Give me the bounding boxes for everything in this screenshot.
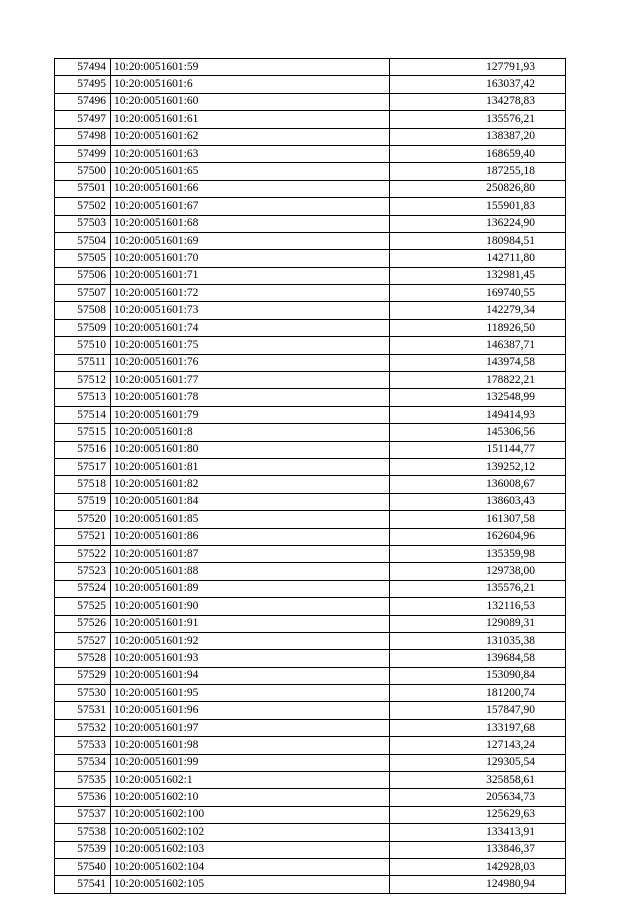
row-number-cell: 57538	[55, 824, 111, 841]
cadastral-value-cell: 169740,55	[390, 285, 566, 302]
table-row	[55, 354, 566, 371]
cadastral-value-cell: 136008,67	[390, 476, 566, 493]
cadastral-value-cell: 142928,03	[390, 858, 566, 875]
cadastral-value-cell: 187255,18	[390, 163, 566, 180]
table-row	[55, 215, 566, 232]
table-row	[55, 180, 566, 197]
cadastral-value-cell: 133197,68	[390, 719, 566, 736]
table-body	[55, 59, 566, 894]
row-number-cell: 57524	[55, 580, 111, 597]
table-row	[55, 824, 566, 841]
cadastral-number-cell: 10:20:0051601:93	[111, 650, 390, 667]
table-row	[55, 163, 566, 180]
cadastral-value-cell: 129089,31	[390, 615, 566, 632]
cadastral-value-cell: 135576,21	[390, 580, 566, 597]
cadastral-number-cell: 10:20:0051601:92	[111, 632, 390, 649]
cadastral-number-cell: 10:20:0051601:88	[111, 563, 390, 580]
cadastral-value-cell: 161307,58	[390, 511, 566, 528]
row-number-cell: 57521	[55, 528, 111, 545]
cadastral-value-cell: 127791,93	[390, 59, 566, 76]
table-row	[55, 493, 566, 510]
row-number-cell: 57530	[55, 685, 111, 702]
cadastral-value-cell: 139252,12	[390, 458, 566, 475]
table-row	[55, 441, 566, 458]
cadastral-value-cell: 132548,99	[390, 389, 566, 406]
row-number-cell: 57513	[55, 389, 111, 406]
table-row	[55, 615, 566, 632]
table-row	[55, 789, 566, 806]
cadastral-value-cell: 143974,58	[390, 354, 566, 371]
row-number-cell: 57510	[55, 337, 111, 354]
table-row	[55, 111, 566, 128]
cadastral-number-cell: 10:20:0051601:73	[111, 302, 390, 319]
table-row	[55, 667, 566, 684]
row-number-cell: 57532	[55, 719, 111, 736]
row-number-cell: 57501	[55, 180, 111, 197]
cadastral-number-cell: 10:20:0051601:94	[111, 667, 390, 684]
cadastral-value-cell: 145306,56	[390, 424, 566, 441]
table-row	[55, 145, 566, 162]
cadastral-value-cell: 131035,38	[390, 632, 566, 649]
cadastral-number-cell: 10:20:0051601:61	[111, 111, 390, 128]
row-number-cell: 57518	[55, 476, 111, 493]
cadastral-number-cell: 10:20:0051601:72	[111, 285, 390, 302]
cadastral-value-cell: 157847,90	[390, 702, 566, 719]
table-row	[55, 545, 566, 562]
row-number-cell: 57504	[55, 232, 111, 249]
row-number-cell: 57506	[55, 267, 111, 284]
cadastral-number-cell: 10:20:0051601:68	[111, 215, 390, 232]
table-row	[55, 632, 566, 649]
cadastral-number-cell: 10:20:0051601:69	[111, 232, 390, 249]
cadastral-value-cell: 124980,94	[390, 876, 566, 893]
row-number-cell: 57494	[55, 59, 111, 76]
cadastral-value-cell: 149414,93	[390, 406, 566, 423]
table-row	[55, 76, 566, 93]
row-number-cell: 57495	[55, 76, 111, 93]
cadastral-value-cell: 250826,80	[390, 180, 566, 197]
table-row	[55, 319, 566, 336]
row-number-cell: 57533	[55, 737, 111, 754]
table-row	[55, 719, 566, 736]
cadastral-value-cell: 138603,43	[390, 493, 566, 510]
table-row	[55, 476, 566, 493]
cadastral-value-cell: 132116,53	[390, 598, 566, 615]
cadastral-number-cell: 10:20:0051602:103	[111, 841, 390, 858]
cadastral-number-cell: 10:20:0051601:65	[111, 163, 390, 180]
cadastral-number-cell: 10:20:0051601:6	[111, 76, 390, 93]
cadastral-number-cell: 10:20:0051601:66	[111, 180, 390, 197]
table-row	[55, 59, 566, 76]
cadastral-number-cell: 10:20:0051601:91	[111, 615, 390, 632]
table-row	[55, 285, 566, 302]
cadastral-number-cell: 10:20:0051601:90	[111, 598, 390, 615]
cadastral-value-cell: 134278,83	[390, 93, 566, 110]
table-row	[55, 876, 566, 893]
document-page	[54, 58, 566, 894]
cadastral-value-cell: 162604,96	[390, 528, 566, 545]
table-row	[55, 302, 566, 319]
table-row	[55, 250, 566, 267]
cadastral-number-cell: 10:20:0051601:67	[111, 198, 390, 215]
row-number-cell: 57523	[55, 563, 111, 580]
table-row	[55, 806, 566, 823]
cadastral-number-cell: 10:20:0051601:8	[111, 424, 390, 441]
cadastral-number-cell: 10:20:0051602:100	[111, 806, 390, 823]
cadastral-value-cell: 151144,77	[390, 441, 566, 458]
table-row	[55, 598, 566, 615]
cadastral-value-cell: 142279,34	[390, 302, 566, 319]
row-number-cell: 57528	[55, 650, 111, 667]
cadastral-number-cell: 10:20:0051601:74	[111, 319, 390, 336]
row-number-cell: 57529	[55, 667, 111, 684]
cadastral-value-cell: 125629,63	[390, 806, 566, 823]
cadastral-number-cell: 10:20:0051602:104	[111, 858, 390, 875]
cadastral-number-cell: 10:20:0051601:77	[111, 372, 390, 389]
cadastral-value-cell: 178822,21	[390, 372, 566, 389]
cadastral-number-cell: 10:20:0051602:102	[111, 824, 390, 841]
row-number-cell: 57507	[55, 285, 111, 302]
cadastral-number-cell: 10:20:0051601:80	[111, 441, 390, 458]
cadastral-value-cell: 153090,84	[390, 667, 566, 684]
table-row	[55, 650, 566, 667]
row-number-cell: 57511	[55, 354, 111, 371]
table-row	[55, 737, 566, 754]
table-row	[55, 563, 566, 580]
table-row	[55, 511, 566, 528]
cadastral-number-cell: 10:20:0051601:96	[111, 702, 390, 719]
cadastral-value-cell: 163037,42	[390, 76, 566, 93]
table-row	[55, 406, 566, 423]
row-number-cell: 57514	[55, 406, 111, 423]
cadastral-number-cell: 10:20:0051601:60	[111, 93, 390, 110]
row-number-cell: 57535	[55, 772, 111, 789]
cadastral-number-cell: 10:20:0051601:87	[111, 545, 390, 562]
row-number-cell: 57541	[55, 876, 111, 893]
row-number-cell: 57537	[55, 806, 111, 823]
row-number-cell: 57531	[55, 702, 111, 719]
row-number-cell: 57508	[55, 302, 111, 319]
table-row	[55, 337, 566, 354]
cadastral-number-cell: 10:20:0051601:75	[111, 337, 390, 354]
cadastral-number-cell: 10:20:0051601:98	[111, 737, 390, 754]
cadastral-number-cell: 10:20:0051601:71	[111, 267, 390, 284]
row-number-cell: 57525	[55, 598, 111, 615]
row-number-cell: 57540	[55, 858, 111, 875]
row-number-cell: 57497	[55, 111, 111, 128]
cadastral-number-cell: 10:20:0051601:95	[111, 685, 390, 702]
cadastral-number-cell: 10:20:0051602:1	[111, 772, 390, 789]
row-number-cell: 57500	[55, 163, 111, 180]
cadastral-number-cell: 10:20:0051601:86	[111, 528, 390, 545]
cadastral-value-cell: 181200,74	[390, 685, 566, 702]
table-row	[55, 685, 566, 702]
row-number-cell: 57515	[55, 424, 111, 441]
cadastral-number-cell: 10:20:0051601:82	[111, 476, 390, 493]
cadastral-value-cell: 133846,37	[390, 841, 566, 858]
cadastral-number-cell: 10:20:0051601:81	[111, 458, 390, 475]
row-number-cell: 57539	[55, 841, 111, 858]
row-number-cell: 57509	[55, 319, 111, 336]
table-row	[55, 772, 566, 789]
table-row	[55, 858, 566, 875]
cadastral-value-cell: 135359,98	[390, 545, 566, 562]
cadastral-value-table	[54, 58, 566, 894]
row-number-cell: 57526	[55, 615, 111, 632]
cadastral-number-cell: 10:20:0051602:105	[111, 876, 390, 893]
cadastral-value-cell: 127143,24	[390, 737, 566, 754]
row-number-cell: 57516	[55, 441, 111, 458]
table-row	[55, 93, 566, 110]
cadastral-number-cell: 10:20:0051601:79	[111, 406, 390, 423]
cadastral-number-cell: 10:20:0051602:10	[111, 789, 390, 806]
cadastral-value-cell: 146387,71	[390, 337, 566, 354]
cadastral-value-cell: 205634,73	[390, 789, 566, 806]
table-row	[55, 458, 566, 475]
table-row	[55, 198, 566, 215]
cadastral-number-cell: 10:20:0051601:84	[111, 493, 390, 510]
row-number-cell: 57520	[55, 511, 111, 528]
cadastral-value-cell: 133413,91	[390, 824, 566, 841]
cadastral-number-cell: 10:20:0051601:99	[111, 754, 390, 771]
cadastral-value-cell: 135576,21	[390, 111, 566, 128]
table-row	[55, 372, 566, 389]
table-row	[55, 580, 566, 597]
cadastral-number-cell: 10:20:0051601:59	[111, 59, 390, 76]
table-row	[55, 528, 566, 545]
row-number-cell: 57512	[55, 372, 111, 389]
row-number-cell: 57503	[55, 215, 111, 232]
cadastral-value-cell: 132981,45	[390, 267, 566, 284]
row-number-cell: 57536	[55, 789, 111, 806]
cadastral-value-cell: 129738,00	[390, 563, 566, 580]
cadastral-value-cell: 118926,50	[390, 319, 566, 336]
cadastral-value-cell: 168659,40	[390, 145, 566, 162]
row-number-cell: 57505	[55, 250, 111, 267]
row-number-cell: 57527	[55, 632, 111, 649]
cadastral-number-cell: 10:20:0051601:78	[111, 389, 390, 406]
cadastral-number-cell: 10:20:0051601:63	[111, 145, 390, 162]
cadastral-value-cell: 129305,54	[390, 754, 566, 771]
row-number-cell: 57502	[55, 198, 111, 215]
cadastral-number-cell: 10:20:0051601:70	[111, 250, 390, 267]
row-number-cell: 57522	[55, 545, 111, 562]
row-number-cell: 57519	[55, 493, 111, 510]
cadastral-value-cell: 139684,58	[390, 650, 566, 667]
table-row	[55, 232, 566, 249]
cadastral-value-cell: 155901,83	[390, 198, 566, 215]
cadastral-value-cell: 136224,90	[390, 215, 566, 232]
cadastral-value-cell: 138387,20	[390, 128, 566, 145]
cadastral-value-cell: 142711,80	[390, 250, 566, 267]
table-row	[55, 702, 566, 719]
cadastral-value-cell: 325858,61	[390, 772, 566, 789]
cadastral-number-cell: 10:20:0051601:62	[111, 128, 390, 145]
table-row	[55, 424, 566, 441]
row-number-cell: 57498	[55, 128, 111, 145]
cadastral-number-cell: 10:20:0051601:89	[111, 580, 390, 597]
cadastral-number-cell: 10:20:0051601:97	[111, 719, 390, 736]
cadastral-number-cell: 10:20:0051601:85	[111, 511, 390, 528]
table-row	[55, 754, 566, 771]
table-row	[55, 389, 566, 406]
row-number-cell: 57499	[55, 145, 111, 162]
table-row	[55, 267, 566, 284]
row-number-cell: 57496	[55, 93, 111, 110]
table-row	[55, 128, 566, 145]
table-row	[55, 841, 566, 858]
row-number-cell: 57534	[55, 754, 111, 771]
row-number-cell: 57517	[55, 458, 111, 475]
cadastral-number-cell: 10:20:0051601:76	[111, 354, 390, 371]
cadastral-value-cell: 180984,51	[390, 232, 566, 249]
